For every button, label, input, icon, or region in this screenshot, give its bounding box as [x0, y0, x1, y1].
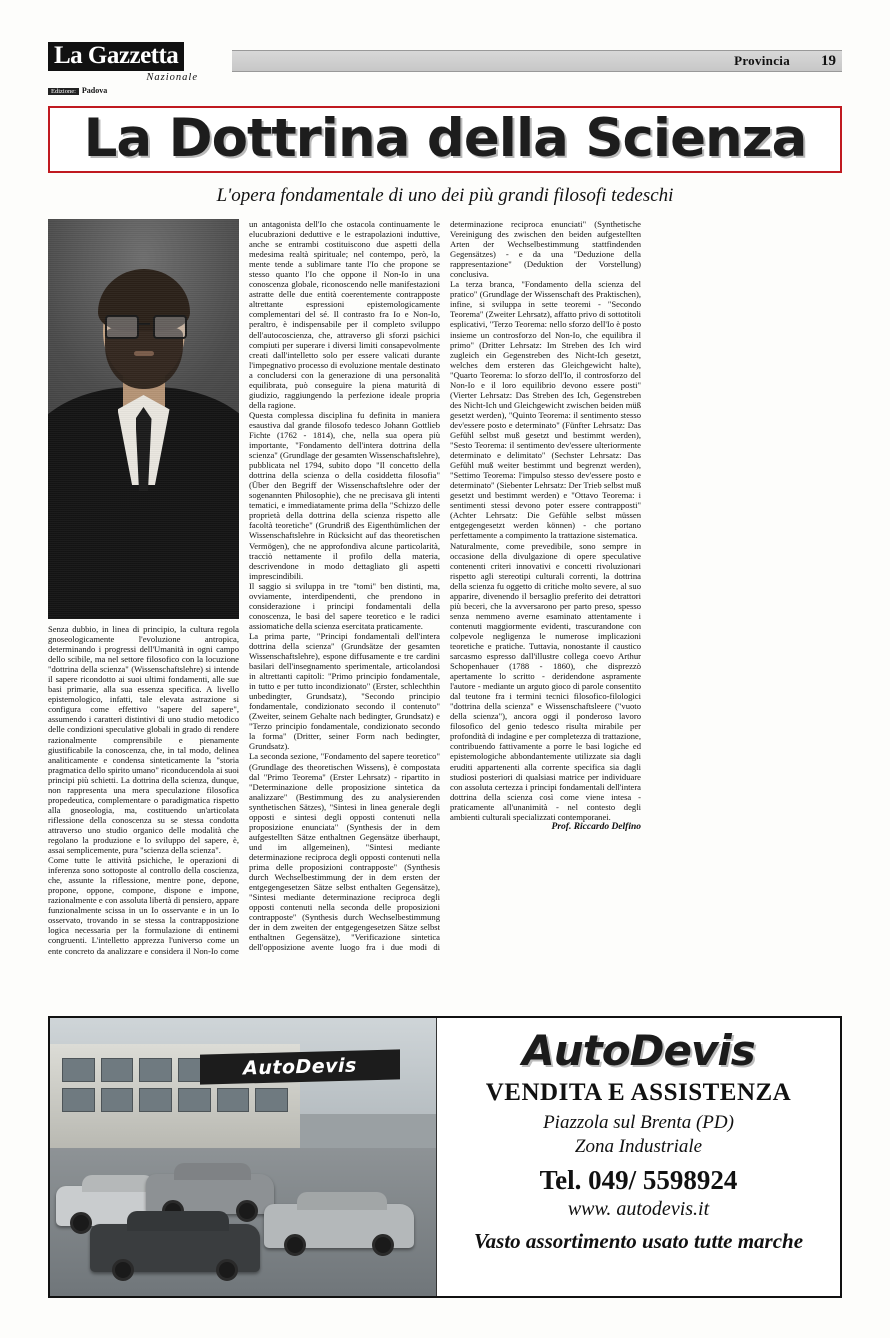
article-paragraph: La seconda sezione, "Fondamento del sapere teoretico" (Grundlage des theoretischen Wissens), è compostata dal "Primo Teorema" (Erster Lehrsatz) - ripartito in "Determinazione delle proposizione sintetica da analizzare" (Bestimmung des zu analysierenden synthetischen Sätzes), "Sintesi in linea generale degli opposti e sintesi degli opposti contenuti nella proposizione enunciata" (Synthesis der in dem aufgestellten Sätze enthaltnen Gegensätze überhaupt, und im allgemeinen), "Sintesi mediante determinazione reciproca degli opposti contenuti nella prima delle proposizioni contrapposte" (Synthesis durch Wechselbestimmung der in dem ersten der entgegengesetzen Sätze selbst enthalten Gegensätze), "Sintesi mediante determinazione reciproca degli opposti contenuti nella seconda delle proposizioni contrapposte" (Synthesis durch Wechselbestimmung der in dem zweiten der entgegengesetzen Sätze selbst enthaltnen Gegensätze), "Verificazione sintetica dell'opposizione avente luogo fra i due modi di determinazione reciproca enunciati" (Synthetische Vereinigung des zwischen den beiden aufgestellten Arten der Wechselbestimmung stattfindenden Gegensätzes) - e da una "Deduzione della rappresentazione" (Deduktion der Vorstellung) conclusiva. — [249, 219, 641, 953]
ad-car-roof — [297, 1192, 387, 1210]
page-title: La Dottrina della Scienza — [83, 108, 807, 169]
window — [62, 1058, 95, 1082]
ad-car — [264, 1204, 414, 1248]
newspaper-logo-subtitle: Nazionale — [146, 72, 198, 84]
ad-services: VENDITA E ASSISTENZA — [485, 1079, 792, 1106]
ad-car-roof — [174, 1163, 251, 1180]
photo-glasses-left — [105, 315, 139, 339]
window — [217, 1088, 250, 1112]
ad-logo: AutoDevis — [522, 1026, 755, 1075]
article-paragraph: Come tutte le attività psichiche, le operazioni di inferenza sono sottoposte al controllo della coscienza, che, assunte la riflessione, mentre pone, depone, propone, oppone, compone, dispone e impone, razionalmente e con assoluta libertà di pensiero, appare funzionalmente scissa in un Io osservante e in un Io osservato, trovando in se stessa la contrapposizione logica necessaria per la formulazione di entinemi congruenti. L'intelletto apprezza l'universo come un ente concreto da analizzare e considera il Non-Io come un antagonista dell'Io che ostacola continuamente le elucubrazioni deduttive e le estrapolazioni induttive, anche se entrambi costituiscono due aspetti della medesima realtà spirituale; nel contempo, però, la mente tende a sublimare tante l'Io che propone se stesso quanto l'Io che oppone il Non-Io in una conoscenza globale, riconoscendo nelle manifestazioni astratte delle due entità coerentemente contrapposte altrettante espressioni epistemologicamente complementari del sé. Il contrasto fra Io e Non-Io, peraltro, è indispensabile per il completo sviluppo dell'autocoscienza, che, attraverso gli sforzi psichici compiuti per superare i diversi limiti consapevolmente creati dall'intelletto solo per essere valicati durante l'impegnativo processo di evoluzione mentale destinato a concludersi con la generazione di una personalità equilibrata, può conseguire la piena maturità di giudizio, raggiungendo la perfezione ideale propria della ragione. — [48, 219, 440, 956]
article-byline: Prof. Riccardo Delfino — [551, 821, 641, 832]
window — [139, 1088, 172, 1112]
newspaper-logo: La Gazzetta — [48, 42, 184, 71]
ad-phone[interactable]: Tel. 049/ 5598924 — [539, 1164, 738, 1195]
photo-mouth — [134, 351, 154, 356]
window — [178, 1088, 211, 1112]
ad-car — [146, 1174, 274, 1214]
window — [255, 1088, 288, 1112]
ad-text — [437, 1018, 840, 1296]
ad-car-wheel — [284, 1234, 306, 1256]
article-paragraph: La terza branca, "Fondamento della scienza del pratico" (Grundlage der Wissenschaft des Praktischen), infine, si sviluppa in sette teoremi - "Secondo Teorema" (Zweiter Lehrsatz), affatto privo di sottotitoli esplicativi, "Terzo Teorema: nello sforzo dell'Io è posto insieme un controsforzo del Non-Io, che equilibra il primo" (Dritter Lehrsatz: Im Streben des Ich wird zugleich ein Gegenstreben des Nicht-Ich gesetzt, welches dem ersteren das Gleichgewicht halte), "Quarto Teorema: lo sforzo dell'Io, il controsforzo del Non-Io e il loro equilibrio devono essere posti" (Vierter Lehrsatz: Das Streben des Ich, Gegenstreben des Nicht-Ich und Gleichgewicht zwischen beiden müß gesetzt werden), "Quinto Teorema: il sentimento stesso dev'essere posto e determinato" (Fünfter Lehrsatz: Das Gefühl selbst muß gesetzt und bestimmt werden), "Sesto Teorema: il sentimento dev'essere ulteriormente determinato e delimitato" (Sechster Lehrsatz: Das Gefühl muß weiter bestimmt und begrenzt werden), "Settimo Teorema: l'impulso stesso dev'essere posto e determinato" (Siebenter Lehrsatz: Der Trieb selbst muß gesetzt und bestimmt werden) e "Ottavo Teorema: i sentimenti stessi devono poter essere contrapposti" (Achter Lehrsatz: Die Gefühle selbst müssen entgegengesetzt werden können) - che portano perfettamente a compimento la trattazione sistematica. — [450, 279, 641, 541]
article — [48, 219, 842, 959]
article-paragraph: Questa complessa disciplina fu definita in maniera esaustiva dal grande filosofo tedesco Johann Gottlieb Fichte (1762 - 1814), che, nella sua opera più importante, "Fondamento dell'intera dottrina della scienza" (Grundlage der gesamten Wissenschaftslehre), pubblicata nel 1794, subito dopo "Il concetto della dottrina della scienza o della cosiddetta filosofia" (Über den Begriff der Wissenschaftslehre oder der sogenannten Philosophie), che ne precisava gli intenti tematici, e immediatamente prima della "Schizzo delle proprietà della dottrina della scienza rispetto alle facoltà teoretiche" (Grundriß des Eigenthümlichen der Wissenschaftslehre in Rücksicht auf das theoretischen Vermögen), che ne approfondiva alcune particolarità, tracciò nettamente il profilo della materia, descrivendone in modo dettagliato gli aspetti imprescindibili. — [249, 409, 440, 581]
section-name: Provincia — [734, 53, 790, 68]
masthead — [48, 42, 842, 98]
ad-car-roof — [82, 1175, 154, 1192]
advertisement[interactable] — [48, 1016, 842, 1298]
photo-glasses-right — [153, 315, 187, 339]
headline-box — [48, 106, 842, 173]
article-photo — [48, 219, 239, 619]
ad-car-wheel — [372, 1234, 394, 1256]
edition-info — [48, 86, 218, 95]
page-number: 19 — [821, 52, 836, 69]
article-paragraph: Il saggio si sviluppa in tre "tomi" ben distinti, ma, ovviamente, interdipendenti, che prendono in considerazione i principi fondamentali della conoscenza, le basi del sapere teoretico e le radici assiomatiche della scienza esercitata praticamente. — [249, 580, 440, 631]
ad-car — [90, 1224, 260, 1272]
ad-car-wheel — [236, 1200, 258, 1222]
article-paragraph: La prima parte, "Principi fondamentali dell'intera dottrina della scienza" (Grundsätze der gesamten Wissenschaftslehre), espone diffusamente e tre cardini basilari dell'insegnamento sperimentale, articolandosi in altrettanti capitoli: "Primo principio fondamentale, in tutto e per tutto incondizionato" (Erster, schlechthin unbedingter, Grundsatz), "Secondo principio fondamentale, condizionato secondo il contenuto" (Zweiter, seinem Gehalte nach bedingter, Grundsatz) e "Terzo principio fondamentale, condizionato secondo la forma" (Dritter, seiner Form nach bedingter, Grundsatz). — [249, 630, 440, 752]
window — [101, 1058, 134, 1082]
article-paragraph: Naturalmente, come prevedibile, sono sempre in occasione della divulgazione di opere speculative contenenti criteri innovativi e concetti rivoluzionari rispetto agli stereotipi culturali correnti, la dottrina della scienza fu oggetto di critiche molto severe, al suo apparire, divenendo il bersaglio preferito dei detrattori più beceri, che la avversarono per parto preso, spesso senza nemmeno averne esaminato attentamente i contenuti maggiormente evidenti, trascurandone con colpevole negligenza le numerose implicazioni teoretiche e pratiche. Tuttavia, nonostante il caustico sarcasmo espresso dall'illustre collega coevo Arthur Schopenhauer (1788 - 1860), che disprezzò apertamente lo scritto - deridendone aspramente l'autore - mediante un arguto gioco di parole consentito dal teutone fra i termini tecnici filosofico-filologici "dottrina della scienza" e Wissenschaftsleere ("vuoto della scienza"), ancora oggi il ponderoso lavoro filosofico del genio tedesco risulta mirabile per profondità di indagine e per completezza di trattazione, contribuendo fattivamente a porre le basi logiche ed epistemologiche abbondantemente utilizzate sia dagli eruditi appartenenti alla corrente specifica sia dagli studiosi posteriori di qualsiasi matrice per individuare con assoluta certezza i principi fondamentali dell'intera dottrina della scienza così come viene intesa - praticamente all'unanimità - nel contesto degli ambienti culturali specializzati contemporanei. — [450, 540, 641, 822]
ad-car-wheel — [112, 1259, 134, 1281]
masthead-brand — [48, 42, 218, 95]
section-bar — [232, 50, 842, 72]
ad-slogan: Vasto assortimento usato tutte marche — [473, 1228, 804, 1253]
window — [62, 1088, 95, 1112]
article-columns — [48, 219, 842, 959]
page-content — [48, 42, 842, 1298]
window — [101, 1088, 134, 1112]
ad-photo-banner: AutoDevis — [200, 1049, 400, 1084]
ad-photo — [50, 1018, 437, 1296]
edition-label: Edizione: — [48, 88, 79, 95]
ad-address-zone: Zona Industriale — [574, 1135, 703, 1157]
photo-glasses-bridge — [138, 323, 150, 325]
subtitle: L'opera fondamentale di uno dei più grandi filosofi tedeschi — [216, 185, 674, 206]
ad-car-wheel — [216, 1259, 238, 1281]
window — [139, 1058, 172, 1082]
ad-address-city: Piazzola sul Brenta (PD) — [543, 1112, 734, 1133]
article-paragraph: Senza dubbio, in linea di principio, la cultura regola gnoseologicamente l'evoluzione antropica, determinando i progressi dell'Umanità in ogni campo dello scibile, ma nel settore filosofico con la locuzione "dottrina della scienza" (Wissenschaftslehre) si intende il sapere ricondotto ai suoi ultimi fondamenti, alle sue basi primarie, alla sua essenza specifica. A livello epistemologico, infatti, tale elevata astrazione si configura come effettivo "sapere del sapere", assumendo i caratteri distintivi di uno studio metodico delle condizioni speculative globali in grado di rendere razionalmente comprensibile e pienamente giustificabile la conoscenza, che, in tal modo, delinea analiticamente e condensa sinteticamente la "storia pragmatica dello spirito umano" riconducendola ai suoi principi più schietti. La dottrina della scienza, dunque, non rappresenta una mera speculazione filosofica propedeutica, complementare o paradigmatica rispetto alla gnoseologia, ma, costituendo un'articolata riflessione della conoscenza su se stessa condotta attraverso uno studio organico delle modalità che regolano la produzione e lo sviluppo del sapere, è, assai semplicemente, pura "scienza della scienza". — [48, 624, 239, 856]
ad-car-wheel — [70, 1212, 92, 1234]
ad-car-roof — [127, 1211, 229, 1231]
edition-city: Padova — [81, 86, 108, 96]
ad-website[interactable]: www. autodevis.it — [567, 1197, 710, 1220]
